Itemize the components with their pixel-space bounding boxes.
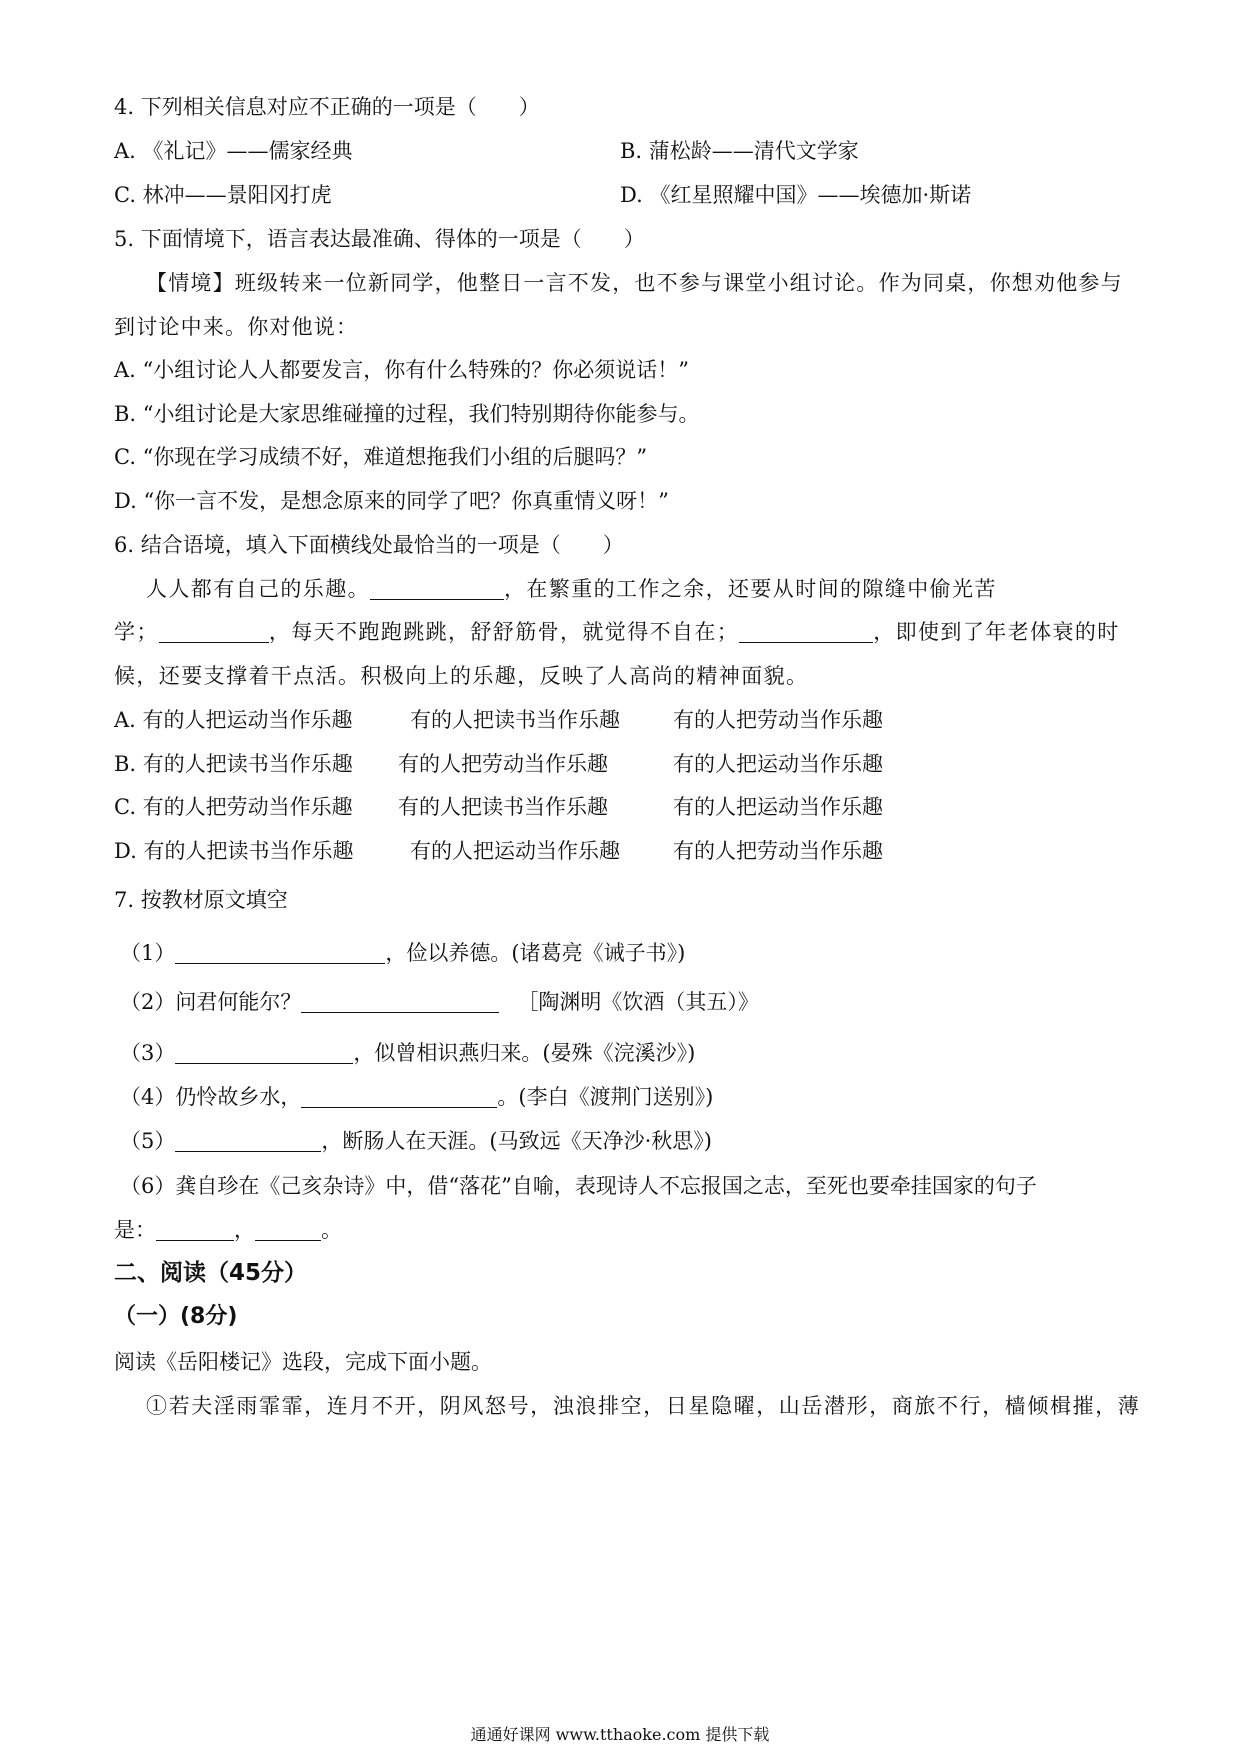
q6-passage-line1	[146, 574, 997, 604]
q6-option-d-part1: D. 有的人把读书当作乐趣	[114, 839, 354, 863]
q7-item-text: ，俭以养德。(诸葛亮《诫子书》)	[385, 941, 686, 965]
q5-option-b: B. “小组讨论是大家思维碰撞的过程，我们特别期待你能参与。	[114, 402, 700, 426]
q7-item-text: （2）问君何能尔？	[120, 990, 302, 1014]
q4-stem: 4. 下列相关信息对应不正确的一项是（ ）	[114, 95, 540, 119]
q6-option-b-part2: 有的人把劳动当作乐趣	[398, 752, 608, 776]
q7-item-text: ，似曾相识燕归来。(晏殊《浣溪沙》)	[353, 1041, 696, 1065]
q7-item-6-line1: （6）龚自珍在《己亥杂诗》中，借“落花”自喻，表现诗人不忘报国之志，至死也要牵挂国家的句子	[120, 1174, 1037, 1198]
q7-blank-2[interactable]	[301, 990, 499, 1013]
q6-option-b-part1: B. 有的人把读书当作乐趣	[114, 752, 353, 776]
section-2-subtitle: （一）(8分)	[114, 1304, 238, 1329]
q5-context-line1: 【情境】班级转来一位新同学，他整日一言不发，也不参与课堂小组讨论。作为同桌，你想劝他参与	[146, 271, 1123, 295]
q7-item-1	[120, 938, 685, 968]
q6-option-a-part2: 有的人把读书当作乐趣	[410, 708, 620, 732]
q7-blank-1[interactable]	[175, 941, 385, 964]
q4-option-d: D. 《红星照耀中国》——埃德加·斯诺	[620, 183, 972, 207]
section-2-passage-para1: ①若夫淫雨霏霏，连月不开，阴风怒号，浊浪排空，日星隐曜，山岳潜形，商旅不行，樯倾楫摧，薄	[146, 1394, 1141, 1418]
q6-option-b-part3: 有的人把运动当作乐趣	[673, 752, 883, 776]
q7-blank-6b[interactable]	[255, 1218, 321, 1241]
q7-blank-6a[interactable]	[156, 1218, 234, 1241]
q7-blank-5[interactable]	[175, 1129, 321, 1152]
q6-blank-2[interactable]	[159, 620, 269, 643]
q6-passage-line3: 候，还要支撑着干点活。积极向上的乐趣，反映了人高尚的精神面貌。	[114, 664, 809, 688]
q6-passage-line2	[114, 617, 1120, 647]
q7-item-text: 。(李白《渡荆门送别》)	[497, 1085, 714, 1109]
q7-item-6-line2	[114, 1215, 342, 1245]
q7-item-text: ，	[234, 1218, 255, 1242]
q6-passage-text: ，在繁重的工作之余，还要从时间的隙缝中偷光苦	[504, 577, 997, 601]
q5-option-c: C. “你现在学习成绩不好，难道想拖我们小组的后腿吗？”	[114, 445, 648, 469]
q6-option-c-part3: 有的人把运动当作乐趣	[673, 795, 883, 819]
q7-item-text: （4）仍怜故乡水，	[120, 1085, 302, 1109]
q6-passage-text: ，即使到了年老体衰的时	[873, 620, 1120, 644]
q6-passage-text: 学；	[114, 620, 159, 644]
q5-stem: 5. 下面情境下，语言表达最准确、得体的一项是（ ）	[114, 227, 645, 251]
q6-option-c-part2: 有的人把读书当作乐趣	[398, 795, 608, 819]
q6-option-d-part2: 有的人把运动当作乐趣	[410, 839, 620, 863]
q7-item-text: 是：	[114, 1218, 156, 1242]
q5-option-a: A. “小组讨论人人都要发言，你有什么特殊的？你必须说话！”	[114, 358, 689, 382]
q7-item-number: （3）	[120, 1041, 176, 1065]
section-2-intro: 阅读《岳阳楼记》选段，完成下面小题。	[114, 1350, 492, 1374]
page-footer: 通通好课网 www.tthaoke.com 提供下载	[470, 1725, 770, 1744]
q6-passage-text: 人人都有自己的乐趣。	[146, 577, 370, 601]
q6-option-c-part1: C. 有的人把劳动当作乐趣	[114, 795, 353, 819]
q6-stem: 6. 结合语境，填入下面横线处最恰当的一项是（ ）	[114, 533, 624, 557]
q7-item-text: 。	[321, 1218, 342, 1242]
q7-item-text: ［陶渊明《饮酒（其五）》	[517, 990, 759, 1014]
q6-passage-text: ，每天不跑跑跳跳，舒舒筋骨，就觉得不自在；	[268, 620, 740, 644]
q7-blank-3[interactable]	[175, 1041, 353, 1064]
q5-option-d: D. “你一言不发，是想念原来的同学了吧？你真重情义呀！”	[114, 489, 669, 513]
q4-option-c: C. 林冲——景阳冈打虎	[114, 183, 332, 207]
q7-item-2	[120, 987, 759, 1017]
q6-blank-3[interactable]	[739, 620, 873, 643]
q7-item-text: ，断肠人在天涯。(马致远《天净沙·秋思》)	[321, 1129, 712, 1153]
q6-option-a-part3: 有的人把劳动当作乐趣	[673, 708, 883, 732]
q4-option-a: A. 《礼记》——儒家经典	[114, 139, 353, 163]
q7-item-3	[120, 1038, 695, 1068]
q7-item-4	[120, 1082, 713, 1112]
q7-blank-4[interactable]	[301, 1085, 497, 1108]
q4-option-b: B. 蒲松龄——清代文学家	[620, 139, 859, 163]
q7-item-number: （1）	[120, 941, 176, 965]
section-2-title: 二、阅读（45分）	[114, 1260, 308, 1286]
q7-stem: 7. 按教材原文填空	[114, 888, 288, 912]
q6-option-d-part3: 有的人把劳动当作乐趣	[673, 839, 883, 863]
q7-item-number: （5）	[120, 1129, 176, 1153]
q5-context-line2: 到讨论中来。你对他说：	[114, 315, 359, 339]
q7-item-5	[120, 1126, 712, 1156]
q6-option-a-part1: A. 有的人把运动当作乐趣	[114, 708, 353, 732]
q6-blank-1[interactable]	[370, 577, 504, 600]
